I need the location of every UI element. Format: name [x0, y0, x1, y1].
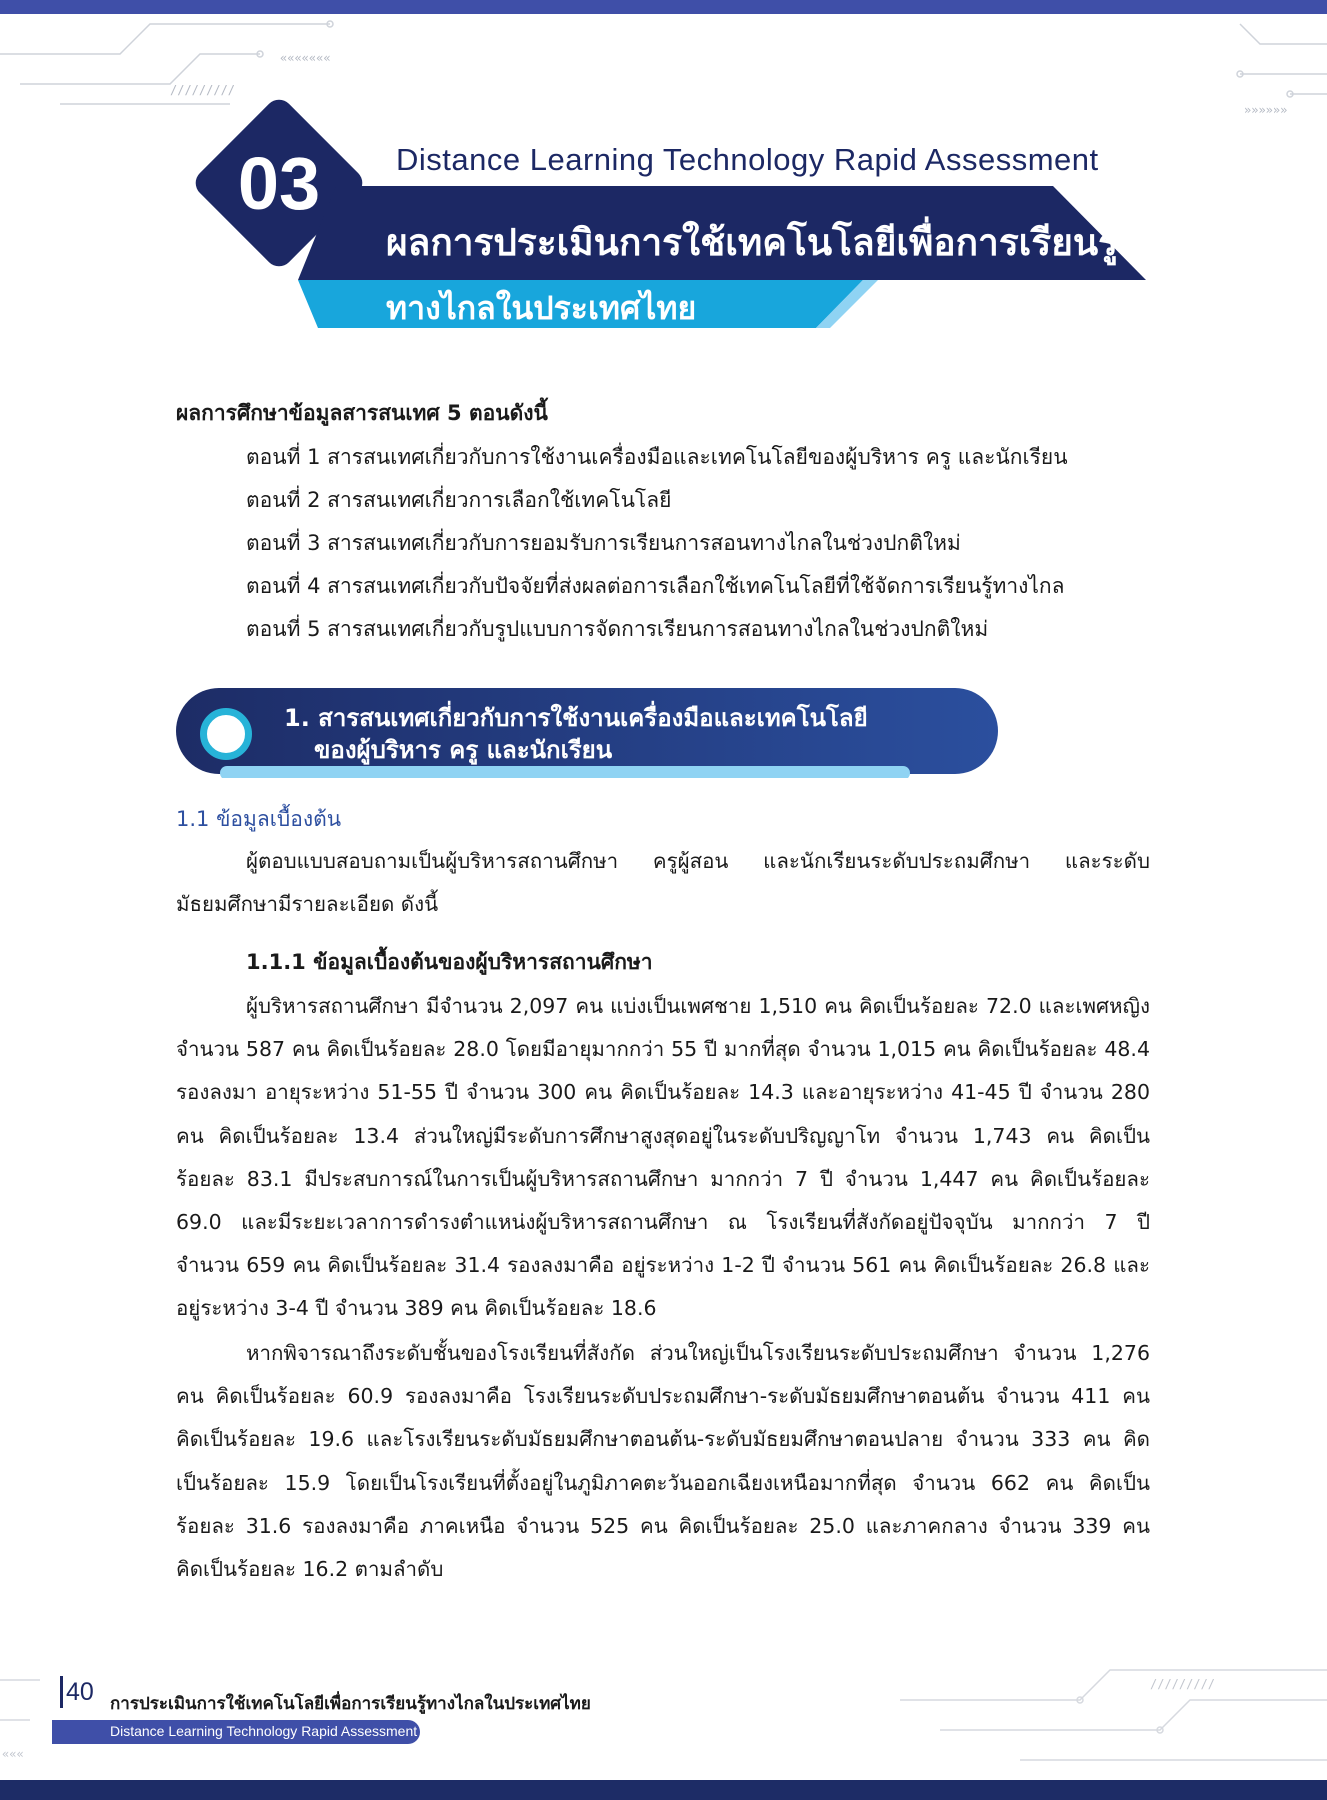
paragraph-line: ร้อยละ 83.1 มีประสบการณ์ในการเป็นผู้บริหารสถานศึกษา มากกว่า 7 ปี จำนวน 1,447 คน คิดเป็นร้อยละ	[176, 1166, 1150, 1191]
thai-title-main: ผลการประเมินการใช้เทคโนโลยีเพื่อการเรียนรู้	[386, 221, 1119, 264]
page-number-rule	[60, 1676, 63, 1708]
part-item: ตอนที่ 2 สารสนเทศเกี่ยวการเลือกใช้เทคโนโลยี	[246, 488, 672, 512]
paragraph-line: ผู้บริหารสถานศึกษา มีจำนวน 2,097 คน แบ่งเป็นเพศชาย 1,510 คน คิดเป็นร้อยละ 72.0 และเพศหญิง	[246, 994, 1150, 1018]
top-border-bar	[0, 0, 1327, 14]
paragraph-line: เป็นร้อยละ 15.9 โดยเป็นโรงเรียนที่ตั้งอยู่ในภูมิภาคตะวันออกเฉียงเหนือมากที่สุด จำนวน 662 คน คิดเป็น	[176, 1470, 1150, 1495]
svg-text://///////: /////////	[1150, 1677, 1216, 1691]
svg-text:«««««««: «««««««	[280, 51, 331, 65]
paragraph-line: จำนวน 659 คน คิดเป็นร้อยละ 31.4 รองลงมาคือ อยู่ระหว่าง 1-2 ปี จำนวน 561 คน คิดเป็นร้อยละ 26.8 และ	[176, 1253, 1150, 1278]
paragraph-line: คน คิดเป็นร้อยละ 60.9 รองลงมาคือ โรงเรียนระดับประถมศึกษา-ระดับมัธยมศึกษาตอนต้น จำนวน 411 คน	[176, 1384, 1150, 1409]
intro-title: ผลการศึกษาข้อมูลสารสนเทศ 5 ตอนดังนี้	[176, 401, 548, 425]
footer-thai-title: การประเมินการใช้เทคโนโลยีเพื่อการเรียนรู้ทางไกลในประเทศไทย	[110, 1694, 591, 1714]
subsection-heading: 1.1 ข้อมูลเบื้องต้น	[176, 807, 342, 831]
part-item: ตอนที่ 3 สารสนเทศเกี่ยวกับการยอมรับการเรียนการสอนทางไกลในช่วงปกติใหม่	[246, 531, 961, 555]
bottom-border-bar	[0, 1780, 1327, 1800]
section-title-line2: ของผู้บริหาร ครู และนักเรียน	[314, 736, 613, 764]
circuit-decoration-bottom-left	[0, 1660, 60, 1760]
school-paragraph	[176, 1332, 1150, 1591]
paragraph-line: หากพิจารณาถึงระดับชั้นของโรงเรียนที่สังกัด ส่วนใหญ่เป็นโรงเรียนระดับประถมศึกษา จำนวน 1,276	[246, 1341, 1150, 1365]
paragraph-line: รองลงมา อายุระหว่าง 51-55 ปี จำนวน 300 คน คิดเป็นร้อยละ 14.3 และอายุระหว่าง 41-45 ปี จำนวน 280	[176, 1080, 1150, 1105]
part-item: ตอนที่ 1 สารสนเทศเกี่ยวกับการใช้งานเครื่องมือและเทคโนโลยีของผู้บริหาร ครู และนักเรียน	[246, 445, 1068, 469]
section-banner	[176, 688, 998, 778]
english-title: Distance Learning Technology Rapid Assessment	[396, 142, 1099, 177]
page-number: 40	[66, 1678, 94, 1706]
admin-heading: 1.1.1 ข้อมูลเบื้องต้นของผู้บริหารสถานศึกษา	[246, 950, 653, 974]
respondents-paragraph	[176, 840, 1150, 926]
svg-text://///////: /////////	[170, 83, 236, 97]
paragraph-line: จำนวน 587 คน คิดเป็นร้อยละ 28.0 โดยมีอายุมากกว่า 55 ปี มากที่สุด จำนวน 1,015 คน คิดเป็นร้อยละ 48.4	[176, 1037, 1150, 1062]
part-item: ตอนที่ 5 สารสนเทศเกี่ยวกับรูปแบบการจัดการเรียนการสอนทางไกลในช่วงปกติใหม่	[246, 617, 989, 641]
circuit-decoration-bottom-right	[900, 1660, 1327, 1775]
paragraph-line: ร้อยละ 31.6 รองลงมาคือ ภาคเหนือ จำนวน 525 คน คิดเป็นร้อยละ 25.0 และภาคกลาง จำนวน 339 คน	[176, 1513, 1150, 1538]
admin-paragraph	[176, 985, 1150, 1331]
thai-title-sub: ทางไกลในประเทศไทย	[386, 289, 697, 327]
paragraph-line: คิดเป็นร้อยละ 19.6 และโรงเรียนระดับมัธยมศึกษาตอนต้น-ระดับมัธยมศึกษาตอนปลาย จำนวน 333 คน คิด	[176, 1427, 1150, 1452]
paragraph-line: คิดเป็นร้อยละ 16.2 ตามลำดับ	[176, 1556, 444, 1581]
svg-text:«««: «««	[2, 1747, 24, 1760]
circuit-decoration-top-right	[1200, 14, 1327, 124]
paragraph-line: คน คิดเป็นร้อยละ 13.4 ส่วนใหญ่มีระดับการศึกษาสูงสุดอยู่ในระดับปริญญาโท จำนวน 1,743 คน คิดเป็น	[176, 1123, 1150, 1148]
paragraph-line: 69.0 และมีระยะเวลาการดำรงตำแหน่งผู้บริหารสถานศึกษา ณ โรงเรียนที่สังกัดอยู่ปัจจุบัน มากกว่า 7 ปี	[176, 1209, 1150, 1234]
paragraph-line: อยู่ระหว่าง 3-4 ปี จำนวน 389 คน คิดเป็นร้อยละ 18.6	[176, 1296, 657, 1321]
chapter-number: 03	[237, 141, 321, 225]
paragraph-line: ผู้ตอบแบบสอบถามเป็นผู้บริหารสถานศึกษา ครูผู้สอน และนักเรียนระดับประถมศึกษา และระดับ	[246, 849, 1150, 873]
part-item: ตอนที่ 4 สารสนเทศเกี่ยวกับปัจจัยที่ส่งผลต่อการเลือกใช้เทคโนโลยีที่ใช้จัดการเรียนรู้ทางไกล	[246, 574, 1065, 598]
svg-text:»»»»»»: »»»»»»	[1244, 103, 1288, 117]
section-ring-icon	[200, 708, 252, 760]
section-title-line1: 1. สารสนเทศเกี่ยวกับการใช้งานเครื่องมือและเทคโนโลยี	[284, 704, 868, 732]
footer-english-title: Distance Learning Technology Rapid Assessment	[110, 1723, 418, 1739]
part-list	[246, 436, 1068, 651]
paragraph-line: มัธยมศึกษามีรายละเอียด ดังนี้	[176, 892, 439, 917]
